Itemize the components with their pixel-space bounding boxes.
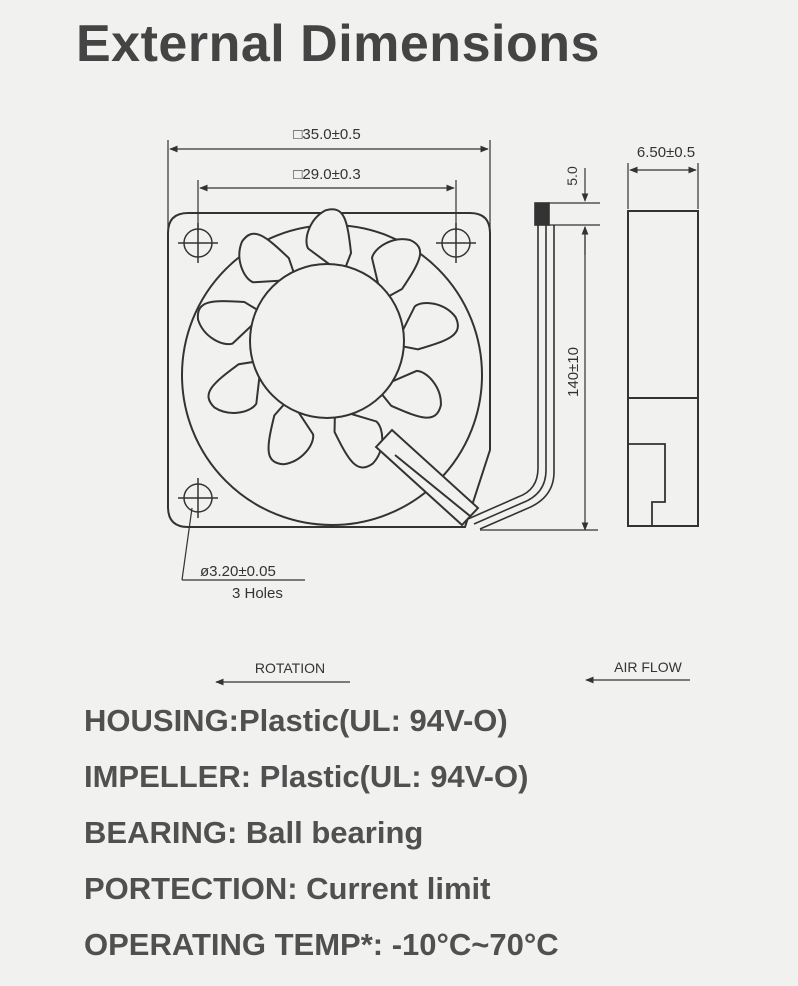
spec-operating-temp: OPERATING TEMP*: -10°C~70°C — [84, 927, 559, 962]
thickness-label: 6.50±0.5 — [636, 144, 696, 161]
air-flow-label: AIR FLOW — [614, 659, 682, 675]
impeller-hub — [250, 264, 404, 418]
page-title: External Dimensions — [76, 15, 600, 73]
hole-diameter-label: ø3.20±0.05 — [200, 563, 276, 580]
hole-count-label: 3 Holes — [232, 585, 283, 602]
lead-length-label: 140±10 — [565, 347, 582, 397]
outer-size-label: □35.0±0.5 — [293, 126, 361, 143]
spec-protection: PORTECTION: Current limit — [84, 871, 491, 906]
lead-offset-label: 5.0 — [564, 166, 580, 186]
rotation-label: ROTATION — [254, 660, 326, 676]
dimension-thickness — [628, 163, 698, 209]
wire-channel — [376, 430, 478, 525]
spec-housing: HOUSING:Plastic(UL: 94V-O) — [84, 703, 508, 738]
spec-bearing: BEARING: Ball bearing — [84, 815, 424, 850]
spec-impeller: IMPELLER: Plastic(UL: 94V-O) — [84, 759, 529, 794]
hole-pitch-label: □29.0±0.3 — [293, 166, 361, 183]
fan-side-view — [628, 211, 698, 526]
